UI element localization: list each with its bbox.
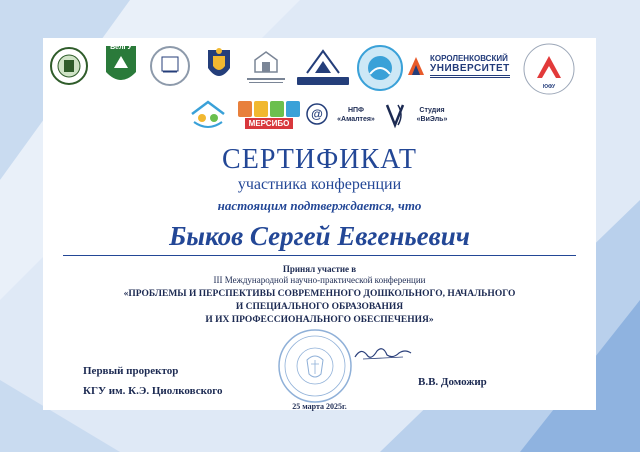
korolenko-title: КОРОЛЕНКОВСКИЙ — [430, 54, 508, 63]
university-shield-icon — [147, 41, 193, 91]
signer-title-line-2: КГУ им. К.Э. Циолковского — [83, 385, 223, 397]
crest-icon — [199, 41, 239, 91]
certificate-subtitle: участника конференции — [237, 176, 402, 193]
partner-logos-row — [43, 41, 596, 101]
ryazan-university-logo — [245, 41, 287, 91]
korolenko-university-logo — [405, 41, 517, 91]
amalteya-logo-text: НПФ «Амалтея» — [337, 107, 375, 123]
ksu-seal-icon — [47, 41, 91, 91]
vizel-logo-text: Студия «ВиЭль» — [416, 107, 448, 123]
mersibo-logo — [235, 98, 303, 132]
vizel-logo — [407, 104, 457, 126]
sfu-logo-text: ЮФУ — [542, 84, 556, 90]
conference-title-line-3: И ИХ ПРОФЕССИОНАЛЬНОГО ОБЕСПЕЧЕНИЯ» — [205, 315, 434, 325]
name-underline — [63, 255, 576, 256]
signer-name: В.В. Доможир — [418, 376, 487, 388]
confirmation-text: настоящим подтверждается, что — [217, 198, 422, 213]
issue-date: 25 марта 2025г. — [292, 402, 347, 411]
participated-text: Принял участие в — [282, 264, 357, 274]
amalteya-logo — [331, 104, 381, 126]
mersibo-logo-text: МЕРСИБО — [245, 118, 294, 129]
at-sign-icon — [305, 102, 329, 126]
conference-title-line-1: «ПРОБЛЕМЫ И ПЕРСПЕКТИВЫ СОВРЕМЕННОГО ДОШКОЛЬНОГО, НАЧАЛЬНОГО — [123, 289, 516, 299]
conference-title-line-2: И СПЕЦИАЛЬНОГО ОБРАЗОВАНИЯ — [235, 302, 404, 312]
svg-text:@: @ — [311, 107, 323, 121]
vizel-icon — [383, 100, 407, 130]
certificate-card — [43, 38, 596, 410]
signer-title-line-1: Первый проректор — [83, 365, 179, 377]
partner-logos-row-2 — [43, 98, 596, 132]
conference-type: III Международной научно-практической конференции — [213, 275, 426, 285]
children-care-logo — [185, 98, 231, 130]
korolenko-subtitle: УНИВЕРСИТЕТ — [430, 63, 510, 74]
globe-logo — [355, 41, 405, 95]
official-stamp — [277, 328, 353, 404]
participant-name: Быков Сергей Евгеньевич — [169, 221, 470, 251]
belgu-logo — [101, 41, 141, 91]
south-federal-university-logo — [521, 41, 577, 97]
belgu-logo-text: БелГУ — [110, 44, 132, 51]
signature — [353, 343, 413, 363]
certificate-title: СЕРТИФИКАТ — [222, 144, 417, 175]
yaroslavl-university-logo — [295, 41, 351, 91]
